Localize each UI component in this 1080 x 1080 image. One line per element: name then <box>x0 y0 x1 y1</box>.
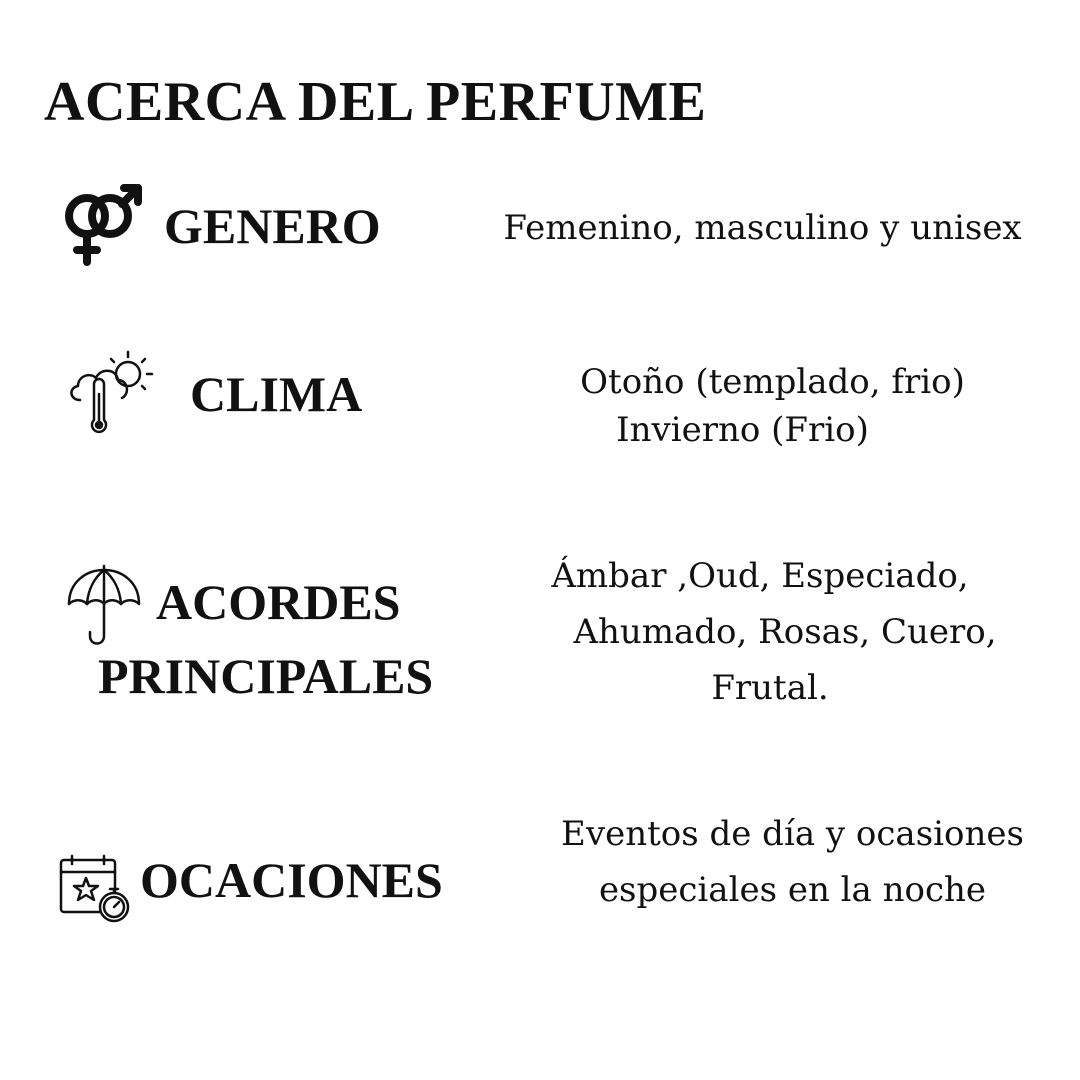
section-label-acordes-line2: PRINCIPALES <box>98 648 434 704</box>
section-label-genero: GENERO <box>164 198 381 254</box>
section-label-clima: CLIMA <box>190 366 363 422</box>
description-line: Eventos de día y ocasiones <box>561 814 1024 854</box>
section-description-ocaciones <box>555 806 1030 918</box>
description-line: Invierno (Frio) <box>616 410 869 450</box>
calendar-stopwatch-icon <box>58 854 134 926</box>
description-line: Ámbar ,Oud, Especiado, <box>551 556 969 596</box>
section-description-clima <box>530 358 1015 454</box>
description-line: especiales en la noche <box>598 870 987 910</box>
page-title: ACERCA DEL PERFUME <box>44 71 707 133</box>
description-line: Ahumado, Rosas, Cuero, <box>573 612 997 652</box>
gender-icon <box>60 184 144 268</box>
description-line: Otoño (templado, frio) <box>580 362 965 402</box>
section-description-acordes <box>540 548 1030 716</box>
description-line: Femenino, masculino y unisex <box>503 208 1022 248</box>
umbrella-icon <box>66 564 144 648</box>
section-label-ocaciones: OCACIONES <box>140 852 443 908</box>
section-label-acordes-line1: ACORDES <box>156 574 401 630</box>
weather-thermometer-icon <box>66 348 158 438</box>
description-line: Frutal. <box>711 668 829 708</box>
section-description-genero <box>490 204 1035 252</box>
